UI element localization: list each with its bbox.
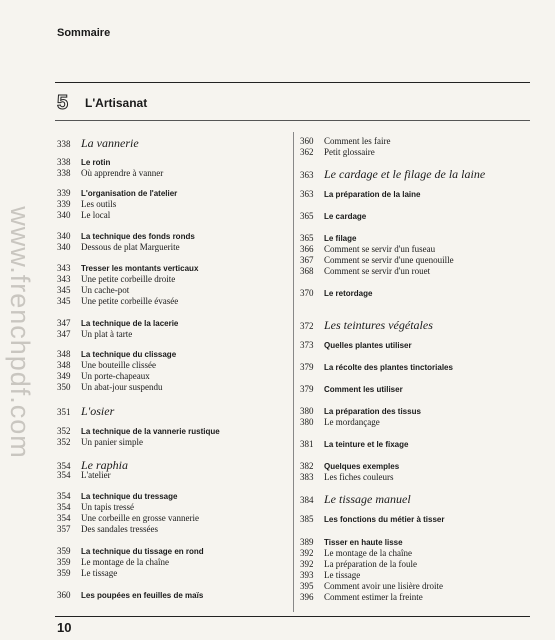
- toc-page-number: 385: [300, 514, 314, 524]
- toc-entry: [57, 188, 177, 198]
- toc-page-number: 396: [300, 592, 314, 602]
- toc-page-number: 350: [57, 382, 71, 392]
- toc-entry-title: Une bouteille clissée: [81, 360, 156, 370]
- toc-page-number: 365: [300, 211, 314, 221]
- toc-entry: [57, 285, 129, 295]
- toc-entry: [57, 360, 156, 370]
- toc-page-number: 352: [57, 426, 71, 436]
- toc-entry-title: Le tissage: [324, 570, 361, 580]
- toc-entry: [57, 318, 178, 328]
- toc-page-number: 370: [300, 288, 314, 298]
- toc-entry: [57, 590, 203, 600]
- toc-page-number: 365: [300, 233, 314, 243]
- toc-page-number: 395: [300, 581, 314, 591]
- toc-entry: [57, 557, 169, 567]
- page-number: 10: [57, 620, 72, 635]
- toc-entry-title: Quelles plantes utiliser: [324, 341, 412, 350]
- toc-entry-title: Où apprendre à vanner: [81, 168, 164, 178]
- toc-page-number: 379: [300, 362, 314, 372]
- toc-entry: [300, 461, 399, 471]
- toc-entry-title: La technique de la lacerie: [81, 319, 179, 328]
- toc-entry-title: Un porte-chapeaux: [81, 371, 150, 381]
- toc-entry-title: L'organisation de l'atelier: [81, 189, 178, 198]
- toc-page-number: 338: [57, 157, 71, 167]
- toc-entry-title: Les poupées en feuilles de maïs: [81, 591, 204, 600]
- toc-page-number: 368: [300, 266, 314, 276]
- toc-entry: [300, 559, 417, 569]
- toc-page-number: 382: [300, 461, 314, 471]
- toc-page-number: 363: [300, 189, 314, 199]
- toc-entry: [57, 242, 180, 252]
- toc-entry-title: Le cardage et le filage de la laine: [324, 167, 486, 181]
- chapter-heading: [57, 93, 147, 113]
- toc-entry-title: La technique du tressage: [81, 492, 178, 501]
- toc-page-number: 349: [57, 371, 71, 381]
- toc-entry: [300, 362, 453, 372]
- toc-page-number: 351: [57, 407, 71, 417]
- toc-entry-title: Tresser les montants verticaux: [81, 264, 199, 273]
- toc-entry: [57, 296, 178, 306]
- toc-page-number: 367: [300, 255, 314, 265]
- toc-entry-title: Les outils: [81, 199, 117, 209]
- toc-entry-title: Comment se servir d'un fuseau: [324, 244, 436, 254]
- toc-entry-title: Le retordage: [324, 289, 373, 298]
- toc-page-number: 359: [57, 546, 71, 556]
- toc-page-number: 343: [57, 263, 71, 273]
- toc-entry-title: Comment se servir d'une quenouille: [324, 255, 454, 265]
- toc-page-number: 354: [57, 491, 71, 501]
- toc-entry-title: Un plat à tarte: [81, 329, 133, 339]
- toc-entry: [57, 382, 162, 392]
- toc-page-number: 380: [300, 406, 314, 416]
- toc-entry: [57, 263, 198, 273]
- toc-page-number: 348: [57, 360, 71, 370]
- toc-entry: [57, 426, 220, 436]
- toc-entry-title: Tisser en haute lisse: [324, 538, 403, 547]
- toc-entry-title: Les fiches couleurs: [324, 472, 394, 482]
- toc-entry-title: La vannerie: [81, 136, 139, 150]
- toc-page-number: 354: [57, 461, 71, 471]
- toc-entry: [57, 199, 116, 209]
- toc-page-number: 345: [57, 285, 71, 295]
- toc-entry: [300, 472, 393, 482]
- toc-entry-title: Une corbeille en grosse vannerie: [81, 513, 199, 523]
- toc-entry-title: Un tapis tressé: [81, 502, 134, 512]
- toc-entry-title: Comment se servir d'un rouet: [324, 266, 431, 276]
- toc-entry-title: Le raphia: [81, 458, 129, 472]
- toc-entry-title: Le local: [81, 210, 111, 220]
- toc-page-number: 354: [57, 502, 71, 512]
- toc-entry-title: L'atelier: [81, 470, 111, 480]
- toc-entry-title: Une petite corbeille droite: [81, 274, 176, 284]
- toc-entry: [57, 136, 139, 151]
- toc-entry: [57, 231, 195, 241]
- toc-entry: [300, 288, 372, 298]
- toc-page-number: 340: [57, 210, 71, 220]
- toc-entry: [300, 492, 411, 507]
- toc-entry: [300, 244, 435, 254]
- toc-entry-title: La préparation de la foule: [324, 559, 417, 569]
- toc-entry-title: Un panier simple: [81, 437, 143, 447]
- toc-page-number: 347: [57, 329, 71, 339]
- toc-page-number: 340: [57, 231, 71, 241]
- toc-entry-title: Le cardage: [324, 212, 367, 221]
- toc-entry: [300, 439, 408, 449]
- toc-entry-title: Les fonctions du métier à tisser: [324, 515, 445, 524]
- toc-entry-title: Le filage: [324, 234, 357, 243]
- toc-entry: [300, 167, 485, 182]
- toc-entry-title: Le montage de la chaîne: [324, 548, 412, 558]
- toc-page-number: 363: [300, 170, 314, 180]
- toc-page-number: 392: [300, 559, 314, 569]
- toc-page-number: 354: [57, 470, 71, 480]
- toc-page-number: 339: [57, 199, 71, 209]
- toc-entry: [300, 384, 403, 394]
- toc-page-number: 383: [300, 472, 314, 482]
- toc-entry-title: Un abat-jour suspendu: [81, 382, 163, 392]
- toc-entry-title: La préparation des tissus: [324, 407, 421, 416]
- toc-page-number: 379: [300, 384, 314, 394]
- toc-entry-title: Comment les utiliser: [324, 385, 403, 394]
- watermark-text: www.frenchpdf.com: [4, 205, 35, 459]
- toc-entry: [300, 266, 430, 276]
- toc-entry-title: La technique de la vannerie rustique: [81, 427, 220, 436]
- toc-entry-title: Le montage de la chaîne: [81, 557, 169, 567]
- toc-entry: [57, 524, 158, 534]
- toc-page-number: 347: [57, 318, 71, 328]
- toc-entry: [57, 513, 199, 523]
- header-rule: [55, 82, 530, 83]
- toc-entry: [300, 211, 366, 221]
- toc-entry: [57, 470, 111, 480]
- toc-entry: [300, 548, 412, 558]
- toc-entry: [300, 189, 420, 199]
- toc-entry: [57, 502, 134, 512]
- toc-entry-title: Petit glossaire: [324, 147, 375, 157]
- toc-entry: [300, 592, 423, 602]
- toc-page-number: 373: [300, 340, 314, 350]
- toc-entry: [300, 537, 403, 547]
- toc-entry: [57, 274, 175, 284]
- toc-entry-title: Comment avoir une lisière droite: [324, 581, 443, 591]
- toc-entry-title: Comment estimer la freinte: [324, 592, 423, 602]
- toc-page-number: 359: [57, 557, 71, 567]
- toc-entry: [57, 168, 163, 178]
- toc-entry: [300, 570, 360, 580]
- page-header-title: Sommaire: [57, 27, 111, 39]
- watermark: [4, 162, 34, 502]
- toc-entry-title: Une petite corbeille évasée: [81, 296, 179, 306]
- toc-page-number: 354: [57, 513, 71, 523]
- toc-page-number: 366: [300, 244, 314, 254]
- toc-entry: [57, 546, 204, 556]
- toc-entry-title: La récolte des plantes tinctoriales: [324, 363, 453, 372]
- toc-entry: [300, 514, 444, 524]
- toc-entry-title: Comment les faire: [324, 136, 391, 146]
- toc-page-number: 345: [57, 296, 71, 306]
- toc-entry: [300, 340, 412, 350]
- toc-page-number: 389: [300, 537, 314, 547]
- toc-entry: [57, 437, 143, 447]
- toc-page-number: 357: [57, 524, 71, 534]
- toc-entry-title: Les teintures végétales: [324, 318, 433, 332]
- toc-page-number: 381: [300, 439, 314, 449]
- toc-entry: [57, 210, 110, 220]
- toc-entry: [300, 417, 380, 427]
- toc-page-number: 338: [57, 168, 71, 178]
- toc-page-number: 338: [57, 139, 71, 149]
- toc-entry: [57, 568, 117, 578]
- toc-entry: [300, 581, 443, 591]
- toc-page-number: 359: [57, 568, 71, 578]
- toc-page-number: 343: [57, 274, 71, 284]
- toc-entry-title: Un cache-pot: [81, 285, 130, 295]
- toc-page-number: 393: [300, 570, 314, 580]
- toc-entry: [57, 329, 132, 339]
- toc-page-number: 352: [57, 437, 71, 447]
- toc-entry-title: La préparation de la laine: [324, 190, 421, 199]
- toc-page-number: 348: [57, 349, 71, 359]
- toc-entry-title: La technique des fonds ronds: [81, 232, 195, 241]
- toc-entry-title: La technique du clissage: [81, 350, 177, 359]
- chapter-title: L'Artisanat: [85, 96, 148, 110]
- toc-entry-title: Quelques exemples: [324, 462, 400, 471]
- toc-entry-title: Dessous de plat Marguerite: [81, 242, 180, 252]
- column-divider: [293, 132, 294, 612]
- toc-page-number: 372: [300, 321, 314, 331]
- toc-entry: [300, 255, 454, 265]
- toc-entry: [57, 157, 110, 167]
- toc-entry-title: Le mordançage: [324, 417, 380, 427]
- toc-entry: [300, 136, 390, 146]
- toc-entry: [300, 233, 356, 243]
- toc-entry-title: La teinture et le fixage: [324, 440, 409, 449]
- chapter-number: 5: [57, 92, 69, 114]
- toc-page-number: 339: [57, 188, 71, 198]
- toc-page-number: 384: [300, 495, 314, 505]
- toc-entry: [57, 491, 177, 501]
- toc-entry-title: Des sandales tressées: [81, 524, 158, 534]
- footer-rule: [55, 616, 530, 617]
- toc-entry-title: Le tissage: [81, 568, 118, 578]
- toc-entry: [57, 371, 150, 381]
- toc-page-number: 362: [300, 147, 314, 157]
- toc-entry: [300, 406, 421, 416]
- toc-entry: [57, 404, 114, 419]
- toc-page-number: 392: [300, 548, 314, 558]
- toc-entry: [57, 349, 176, 359]
- toc-entry-title: Le rotin: [81, 158, 111, 167]
- chapter-rule: [55, 120, 530, 121]
- toc-page-number: 340: [57, 242, 71, 252]
- toc-page-number: 380: [300, 417, 314, 427]
- toc-entry-title: L'osier: [81, 404, 115, 418]
- toc-entry: [300, 318, 433, 333]
- toc-page-number: 360: [57, 590, 71, 600]
- toc-page-number: 360: [300, 136, 314, 146]
- toc-entry-title: Le tissage manuel: [324, 492, 411, 506]
- toc-entry-title: La technique du tissage en rond: [81, 547, 204, 556]
- toc-entry: [300, 147, 375, 157]
